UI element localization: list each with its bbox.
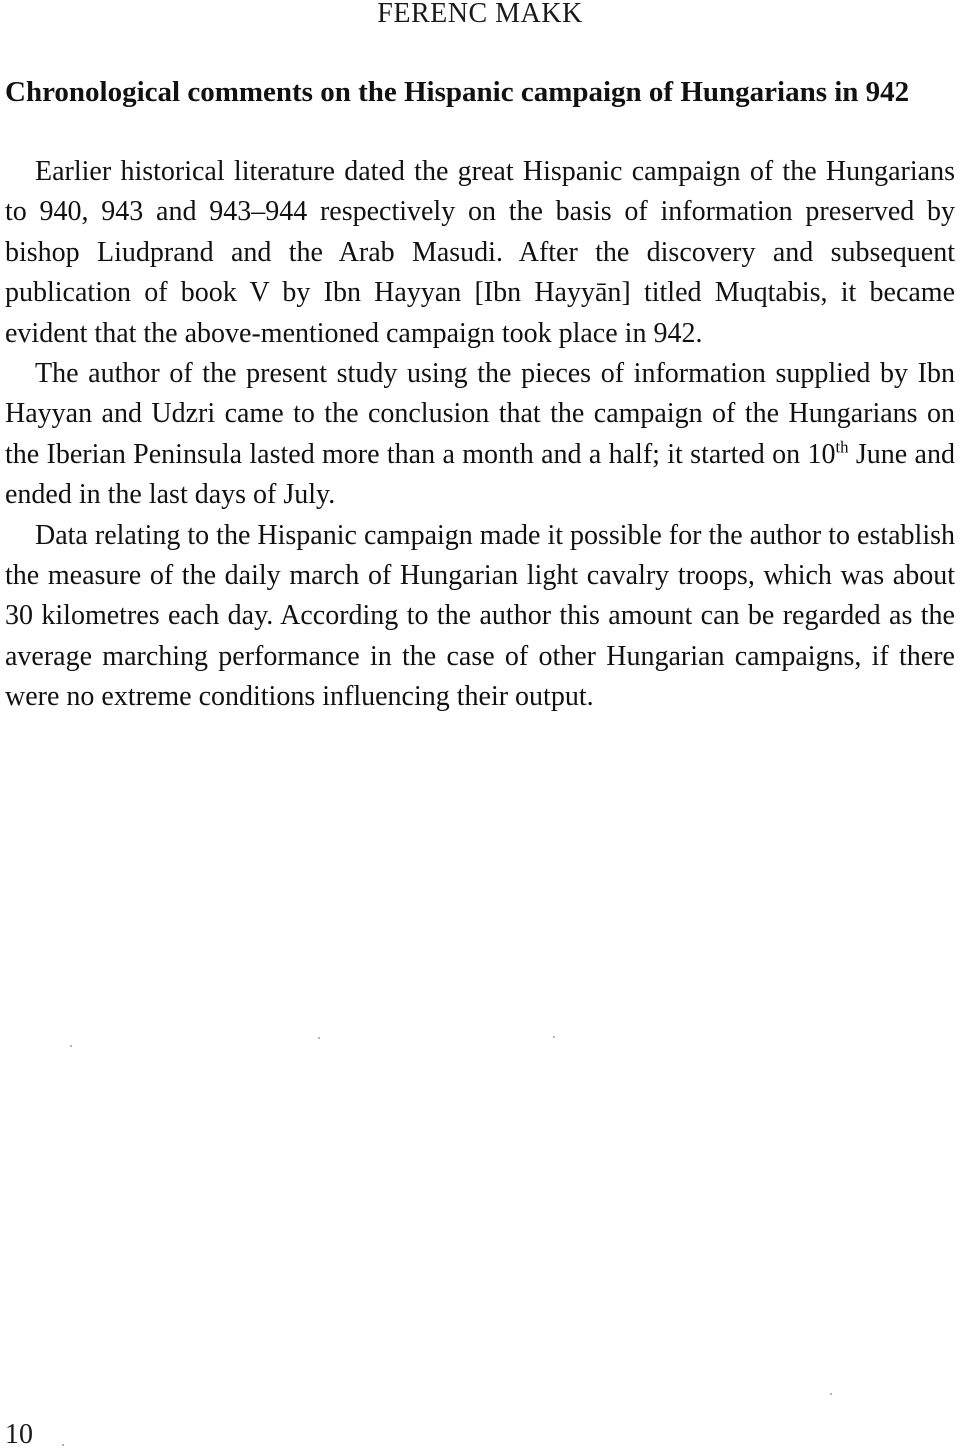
page-number: 10 xyxy=(5,1419,33,1450)
scan-speck xyxy=(553,1036,555,1038)
paragraph-2: The author of the present study using the pieces of information supplied by Ibn Hayyan and Udzri came to the conclusion that the campaign of the Hungarians on the Iberian Peninsula lasted more than a month and a half; it started on 10th June and ended in the last days of July. xyxy=(5,358,955,511)
article-title: Chronological comments on the Hispanic campaign of Hungarians in 942 xyxy=(5,76,910,108)
running-head: FERENC MAKK xyxy=(377,0,583,29)
ordinal-suffix: th xyxy=(835,437,849,457)
article-body xyxy=(5,152,955,718)
scan-speck xyxy=(70,1045,72,1047)
scan-speck xyxy=(830,1393,832,1395)
scan-speck xyxy=(318,1037,320,1039)
paragraph-1: Earlier historical literature dated the great Hispanic campaign of the Hungarians to 940, 943 and 943–944 respectively on the basis of information preserved by bishop Liudprand and the Arab Masudi. After the discovery and subsequent publication of book V by Ibn Hayyan [Ibn Hayyān] titled Muqtabis, it became evident that the above-mentioned campaign took place in 942. xyxy=(5,156,955,349)
scan-speck xyxy=(62,1444,64,1446)
paragraph-3: Data relating to the Hispanic campaign made it possible for the author to establish the measure of the daily march of Hungarian light cavalry troops, which was about 30 kilometres each day. According to the author this amount can be regarded as the average marching performance in the case of other Hungarian campaigns, if there were no extreme conditions influencing their output. xyxy=(5,519,955,713)
